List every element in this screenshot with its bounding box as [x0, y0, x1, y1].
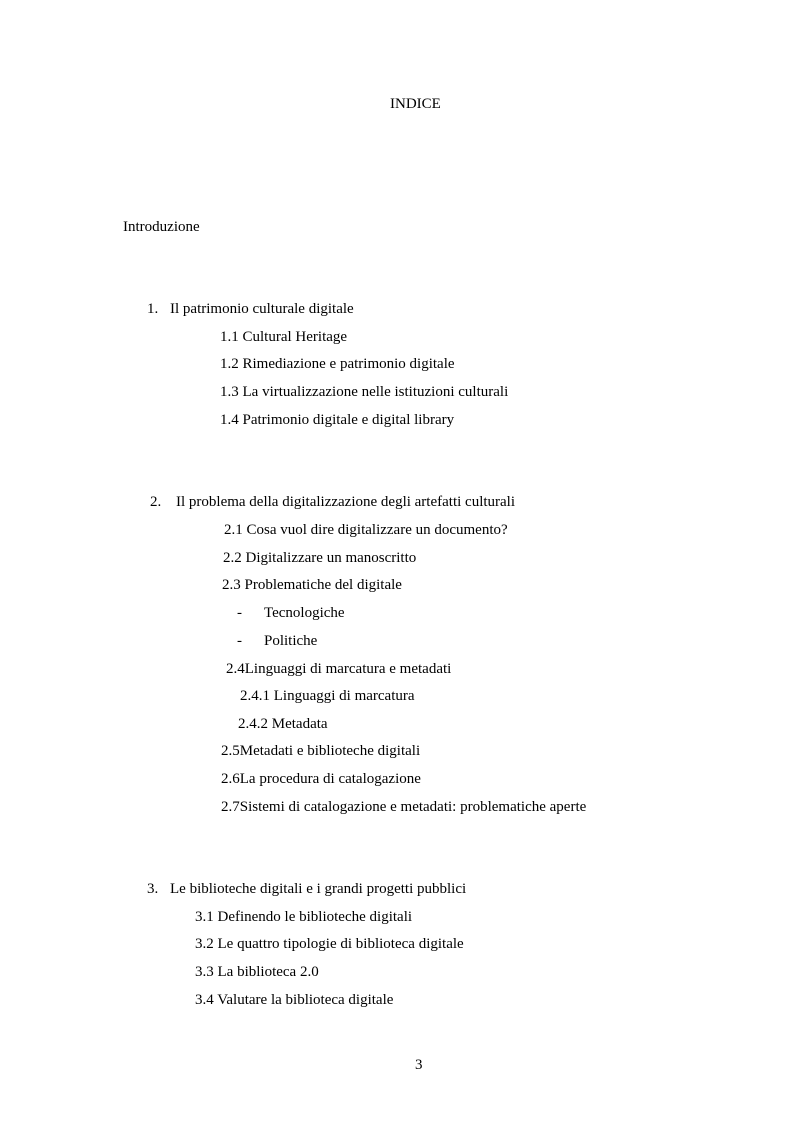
toc-subsection: 2.4.1 Linguaggi di marcatura	[240, 688, 415, 704]
toc-section: 2.1 Cosa vuol dire digitalizzare un documento?	[224, 522, 508, 538]
toc-section: 2.5Metadati e biblioteche digitali	[221, 743, 421, 759]
toc-section: 2.2 Digitalizzare un manoscritto	[223, 550, 417, 566]
chapter-number: 1.	[147, 301, 159, 317]
toc-section: 3.3 La biblioteca 2.0	[195, 964, 319, 980]
toc-section: 2.6La procedura di catalogazione	[221, 771, 421, 787]
toc-section: 2.4Linguaggi di marcatura e metadati	[226, 661, 452, 677]
toc-subitem: Tecnologiche	[264, 605, 345, 621]
toc-section: 3.2 Le quattro tipologie di biblioteca digitale	[195, 936, 464, 952]
chapter-title: Il problema della digitalizzazione degli artefatti culturali	[176, 494, 516, 510]
toc-section: 1.4 Patrimonio digitale e digital library	[220, 412, 455, 428]
toc-section: 3.4 Valutare la biblioteca digitale	[195, 992, 394, 1008]
toc-section: 3.1 Definendo le biblioteche digitali	[195, 909, 413, 925]
chapter-number: 3.	[147, 881, 159, 897]
chapter-title: Il patrimonio culturale digitale	[170, 301, 354, 317]
toc-section: 1.1 Cultural Heritage	[220, 329, 348, 345]
toc-section: 2.7Sistemi di catalogazione e metadati: problematiche aperte	[221, 799, 587, 815]
toc-section: 1.2 Rimediazione e patrimonio digitale	[220, 356, 455, 372]
chapter-title: Le biblioteche digitali e i grandi progetti pubblici	[170, 881, 467, 897]
toc-section: 1.3 La virtualizzazione nelle istituzioni culturali	[220, 384, 509, 400]
bullet-dash: -	[237, 605, 242, 621]
toc-section: 2.3 Problematiche del digitale	[222, 577, 402, 593]
page-number: 3	[415, 1057, 423, 1073]
chapter-number: 2.	[150, 494, 162, 510]
bullet-dash: -	[237, 633, 242, 649]
toc-subsection: 2.4.2 Metadata	[238, 716, 328, 732]
toc-introduction: Introduzione	[123, 219, 200, 235]
page-title: INDICE	[390, 96, 441, 112]
toc-subitem: Politiche	[264, 633, 318, 649]
